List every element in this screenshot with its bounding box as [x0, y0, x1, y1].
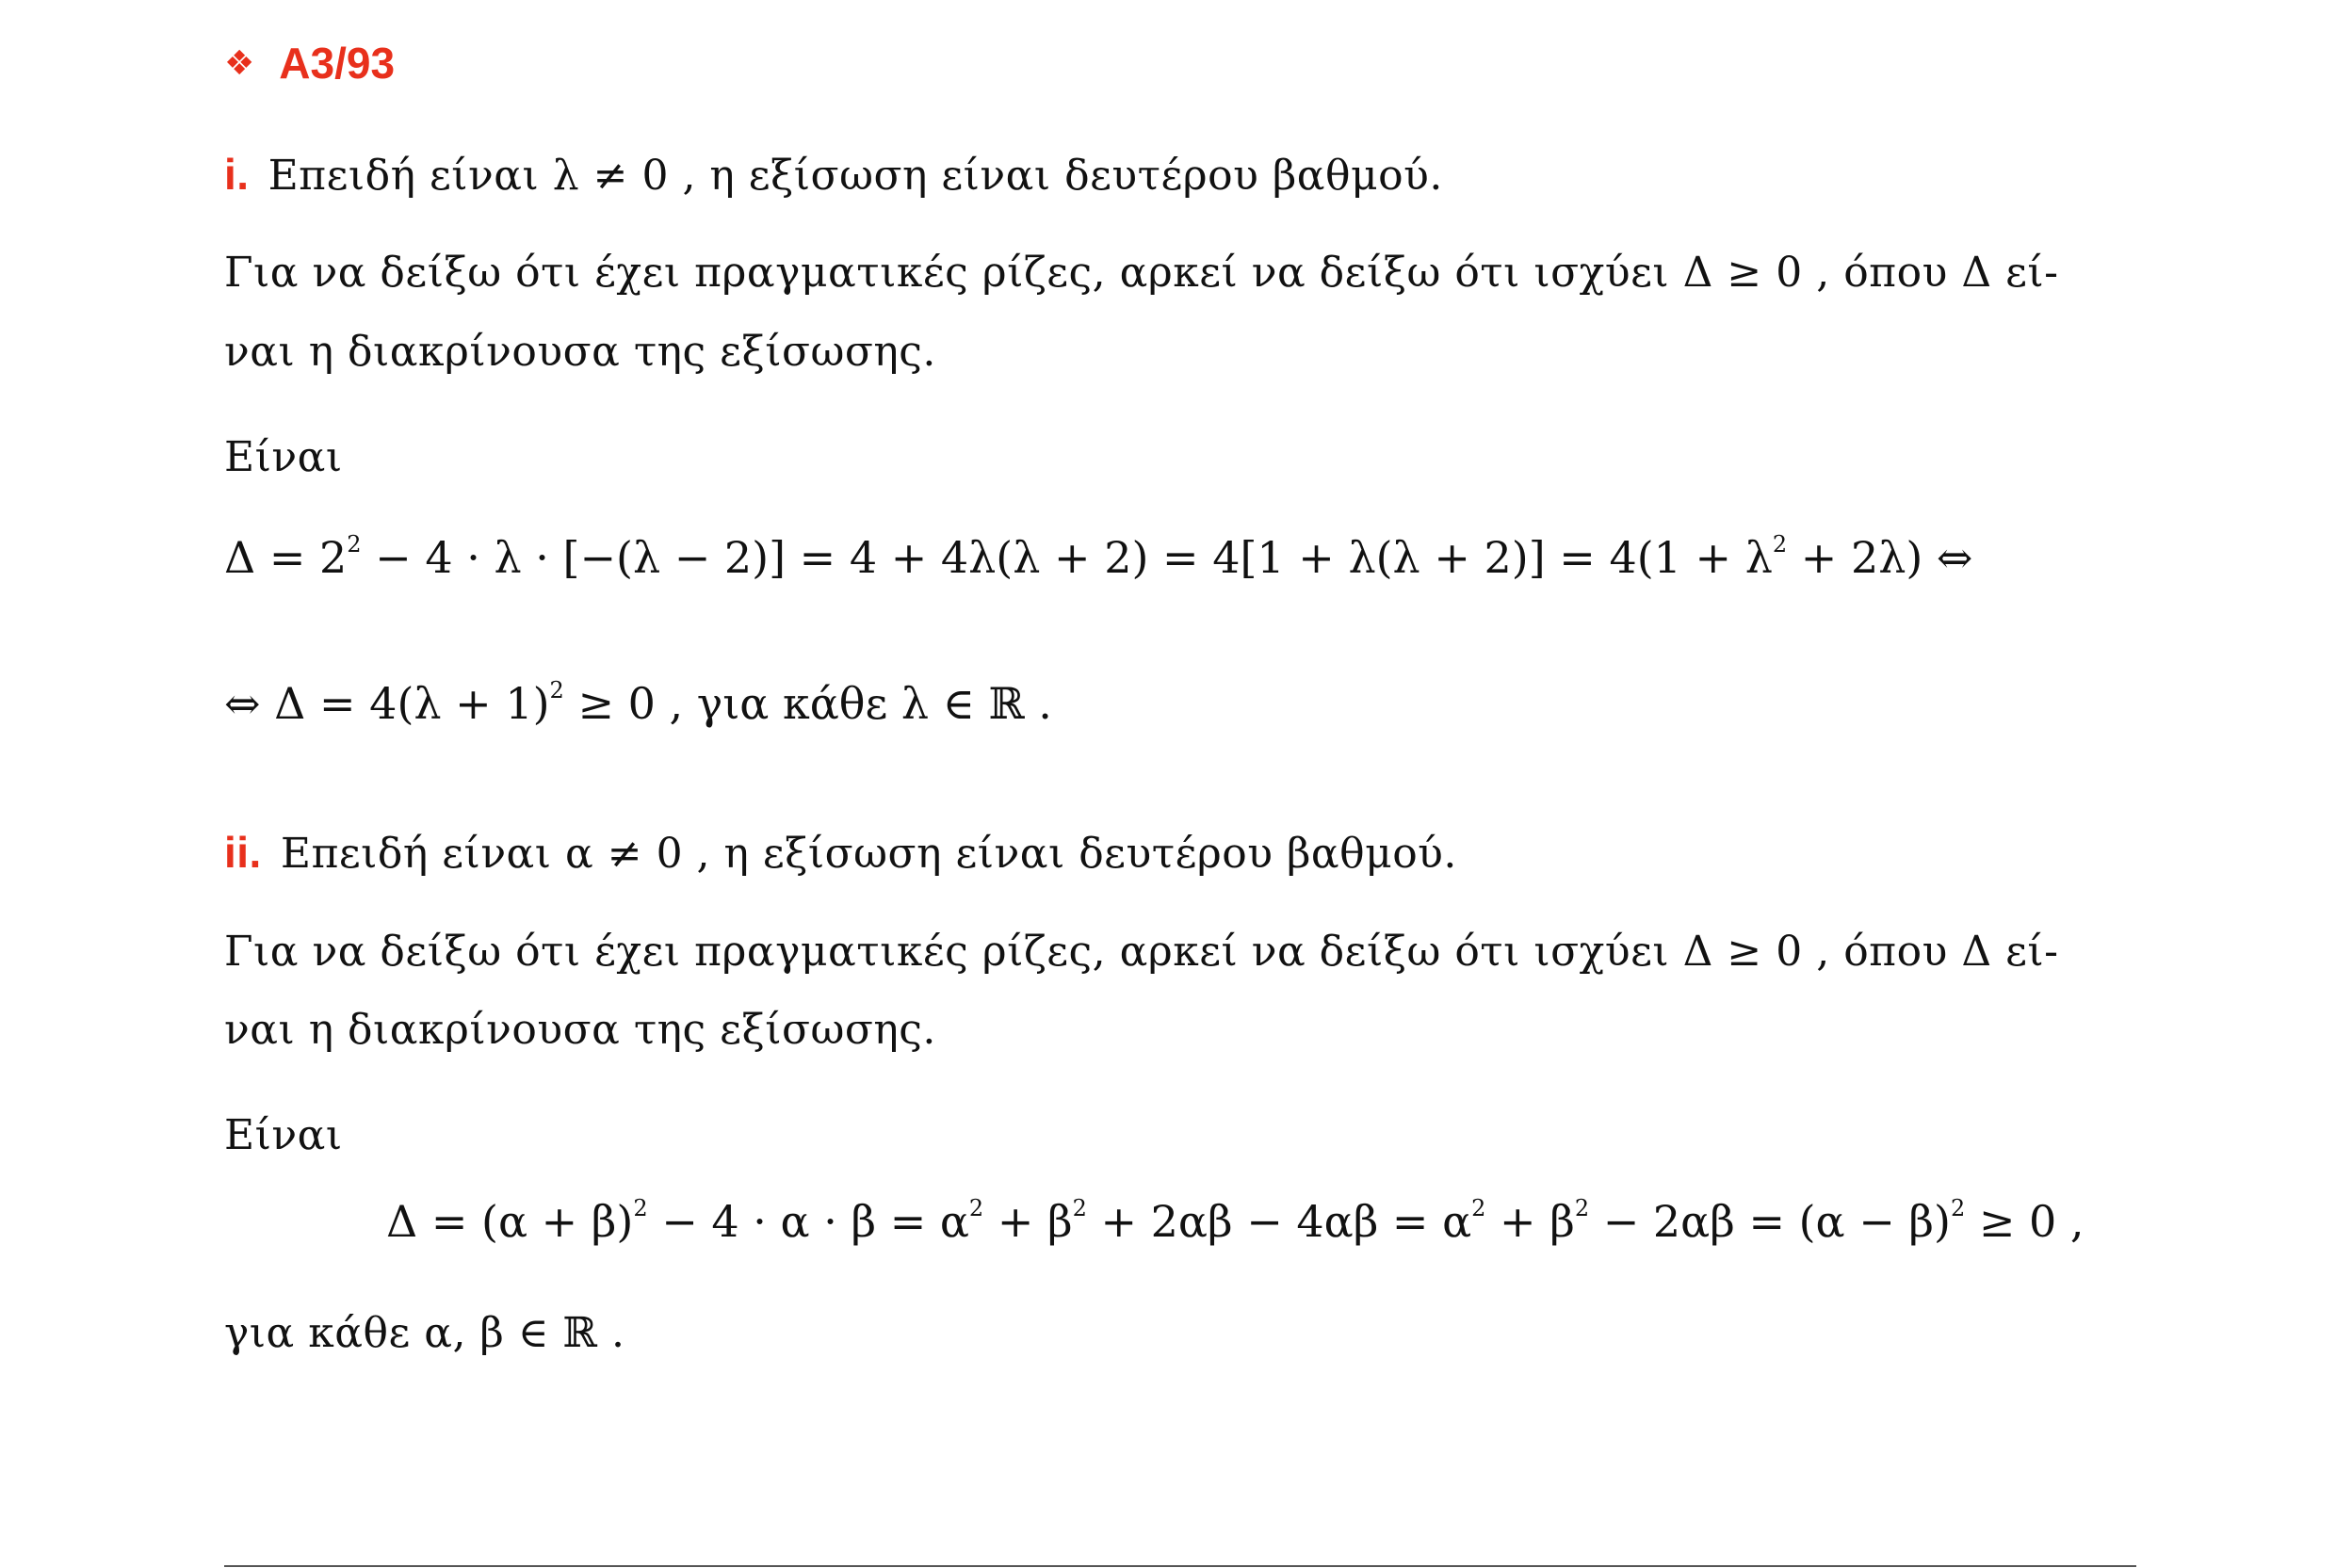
footer-divider [224, 1565, 2136, 1567]
part-i-line3: ναι η διακρίνουσα της εξίσωσης. [224, 328, 936, 376]
part-i-line4: Είναι [224, 433, 343, 481]
eq1-part-a: Δ = 2 [224, 532, 348, 583]
part-i-line2: Για να δείξω ότι έχει πραγματικές ρίζες, αρκεί να δείξω ότι ισχύει Δ ≥ 0 , όπου Δ εί- [224, 249, 2059, 297]
eq3-exp-e: 2 [1574, 1195, 1590, 1221]
part-ii-line1: Επειδή είναι α ≠ 0 , η εξίσωση είναι δευτέρου βαθμού. [280, 830, 1457, 878]
equation-2 [224, 678, 1052, 729]
part-ii-line3: ναι η διακρίνουσα της εξίσωσης. [224, 1006, 936, 1054]
part-ii-line5: για κάθε α, β ∈ ℝ . [224, 1309, 625, 1357]
eq3-part-g: ≥ 0 , [1965, 1196, 2085, 1247]
part-ii-label: ii. [224, 828, 262, 877]
eq3-part-e: + β [1485, 1196, 1575, 1247]
eq3-part-f: − 2αβ = (α − β) [1589, 1196, 1951, 1247]
part-ii-line4: Είναι [224, 1111, 343, 1159]
eq1-part-c: + 2λ) ⇔ [1787, 532, 1973, 583]
part-ii-intro [224, 827, 1457, 878]
eq1-part-b: − 4 · λ · [−(λ − 2)] = 4 + 4λ(λ + 2) = 4[1 + λ(λ + 2)] = 4(1 + λ [361, 532, 1773, 583]
problem-code: A3/93 [279, 39, 396, 88]
part-i-line1: Επειδή είναι λ ≠ 0 , η εξίσωση είναι δευτέρου βαθμού. [268, 152, 1443, 200]
diamond-bullet-icon: ❖ [224, 43, 255, 82]
eq3-part-c: + β [983, 1196, 1073, 1247]
section-title [224, 38, 395, 89]
eq3-part-d: + 2αβ − 4αβ = α [1086, 1196, 1472, 1247]
eq2-exp-a: 2 [549, 677, 564, 703]
equation-1 [224, 532, 1972, 583]
eq3-exp-f: 2 [1950, 1195, 1966, 1221]
part-i-label: i. [224, 150, 250, 199]
part-i-intro [224, 149, 1443, 200]
eq1-exp-a: 2 [347, 531, 362, 558]
eq3-exp-d: 2 [1471, 1195, 1486, 1221]
part-ii-line2: Για να δείξω ότι έχει πραγματικές ρίζες, αρκεί να δείξω ότι ισχύει Δ ≥ 0 , όπου Δ εί- [224, 928, 2059, 976]
eq2-part-b: ≥ 0 , για κάθε λ ∈ ℝ . [563, 678, 1052, 729]
eq3-exp-c: 2 [1072, 1195, 1087, 1221]
eq3-part-b: − 4 · α · β = α [647, 1196, 969, 1247]
eq3-part-a: Δ = (α + β) [386, 1196, 634, 1247]
eq3-exp-b: 2 [968, 1195, 984, 1221]
eq2-part-a: ⇔ Δ = 4(λ + 1) [224, 678, 550, 729]
eq1-exp-b: 2 [1772, 531, 1788, 558]
eq3-exp-a: 2 [633, 1195, 648, 1221]
equation-3 [386, 1196, 2085, 1247]
